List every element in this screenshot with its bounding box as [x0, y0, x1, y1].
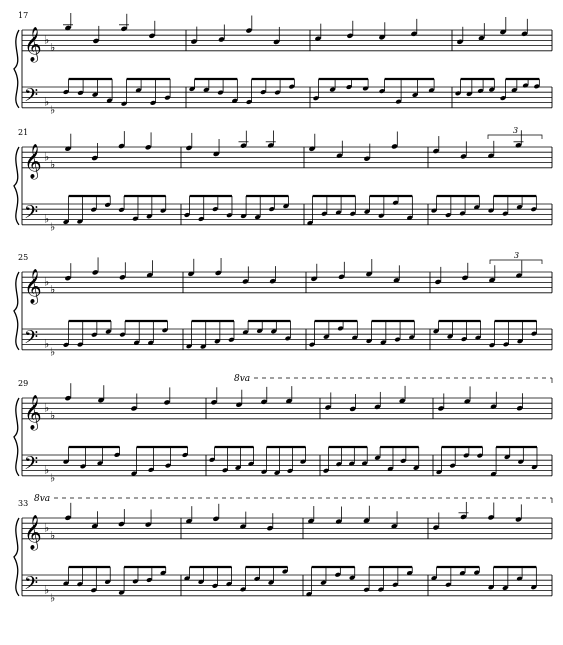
ottava-marking: 8va: [234, 374, 251, 384]
flat-icon: ♭: [44, 463, 50, 477]
flat-icon: ♭: [50, 283, 56, 297]
triplet-label: 3: [514, 251, 520, 260]
flat-icon: ♭: [44, 95, 50, 109]
brace: [14, 398, 19, 476]
measure-number: 29: [18, 379, 29, 388]
flat-icon: ♭: [44, 521, 50, 535]
brace: [14, 30, 19, 108]
brace: [14, 272, 19, 350]
system-1: [14, 11, 552, 116]
treble-clef-icon: 𝄞: [24, 394, 42, 430]
bass-clef-icon: 𝄢: [24, 202, 39, 228]
flat-icon: ♭: [44, 33, 50, 47]
treble-clef-icon: 𝄞: [24, 143, 42, 179]
bass-clef-icon: 𝄢: [24, 453, 39, 479]
flat-icon: ♭: [50, 103, 56, 117]
treble-clef-icon: 𝄞: [24, 268, 42, 304]
measure-number: 33: [18, 499, 29, 508]
flat-icon: ♭: [44, 401, 50, 415]
treble-clef-icon: 𝄞: [24, 514, 42, 550]
triplet-bracket: [488, 135, 542, 139]
flat-icon: ♭: [50, 220, 56, 234]
measure-number: 17: [18, 11, 29, 20]
flat-icon: ♭: [44, 275, 50, 289]
bass-clef-icon: 𝄢: [24, 85, 39, 111]
bass-clef-icon: 𝄢: [24, 573, 39, 599]
ottava-marking: 8va: [34, 494, 51, 504]
system-2: [14, 126, 552, 233]
triplet-label: 3: [513, 126, 519, 135]
measure-number: 21: [18, 128, 29, 137]
bass-clef-icon: 𝄢: [24, 327, 39, 353]
flat-icon: ♭: [50, 158, 56, 172]
system-3: [14, 251, 552, 358]
flat-icon: ♭: [50, 529, 56, 543]
brace: [14, 518, 19, 596]
flat-icon: ♭: [50, 41, 56, 55]
measure-number: 25: [18, 253, 29, 262]
flat-icon: ♭: [50, 471, 56, 485]
system-4: [14, 374, 552, 484]
treble-clef-icon: 𝄞: [24, 26, 42, 62]
flat-icon: ♭: [50, 409, 56, 423]
flat-icon: ♭: [44, 583, 50, 597]
flat-icon: ♭: [44, 212, 50, 226]
triplet-bracket: [490, 260, 542, 264]
flat-icon: ♭: [44, 150, 50, 164]
brace: [14, 147, 19, 225]
flat-icon: ♭: [50, 345, 56, 359]
flat-icon: ♭: [44, 337, 50, 351]
flat-icon: ♭: [50, 591, 56, 605]
system-5: [14, 494, 552, 604]
